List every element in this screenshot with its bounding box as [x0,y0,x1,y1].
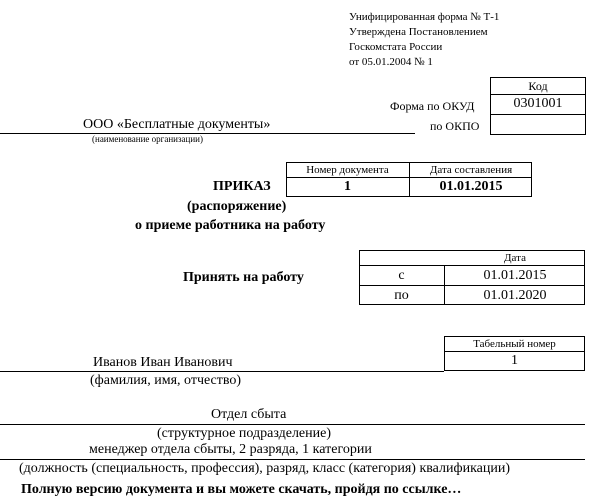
hire-from-date: 01.01.2015 [483,268,547,283]
department-caption: (структурное подразделение) [157,426,332,441]
employee-name-underline [0,371,444,372]
doc-number-value: 1 [344,179,351,194]
okud-code-value: 0301001 [513,96,563,111]
position-underline [0,459,585,460]
hire-to-date: 01.01.2020 [483,288,547,303]
doc-number-header: Номер документа [306,164,389,176]
order-title: ПРИКАЗ [213,179,271,194]
hire-from-label: с [398,268,405,283]
organization-underline [0,133,415,134]
position-value: менеджер отдела сбыты, 2 разряда, 1 категории [89,442,372,457]
tab-number-header: Табельный номер [473,338,556,350]
hire-date-header: Дата [504,252,526,264]
form-header-line-3: Госкомстата России [349,41,443,53]
form-header-line-1: Унифицированная форма № Т-1 [349,11,500,23]
organization-caption: (наименование организации) [92,134,203,144]
doc-date-header: Дата составления [429,164,513,176]
department-underline [0,424,585,425]
tab-number-value: 1 [511,353,518,368]
form-header-line-4: от 05.01.2004 № 1 [349,56,433,68]
download-full-version-link[interactable]: Полную версию документа и вы можете скачать, пройдя по ссылке… [21,482,462,497]
order-subject: о приеме работника на работу [135,218,326,233]
position-caption: (должность (специальность, профессия), разряд, класс (категория) квалификации) [19,461,511,476]
form-header-line-2: Утверждена Постановлением [349,26,488,38]
employee-name-caption: (фамилия, имя, отчество) [90,373,242,388]
codes-title: Код [528,79,548,93]
okpo-code-value [490,115,586,134]
hire-label: Принять на работу [183,270,304,285]
employee-name: Иванов Иван Иванович [93,355,233,370]
hire-to-label: по [394,288,409,303]
order-subtitle: (распоряжение) [187,199,287,214]
organization-name: ООО «Бесплатные документы» [83,117,271,132]
doc-date-value: 01.01.2015 [439,179,503,194]
okpo-label: по ОКПО [430,119,480,133]
okud-label: Форма по ОКУД [390,99,475,113]
department-name: Отдел сбыта [211,407,287,422]
